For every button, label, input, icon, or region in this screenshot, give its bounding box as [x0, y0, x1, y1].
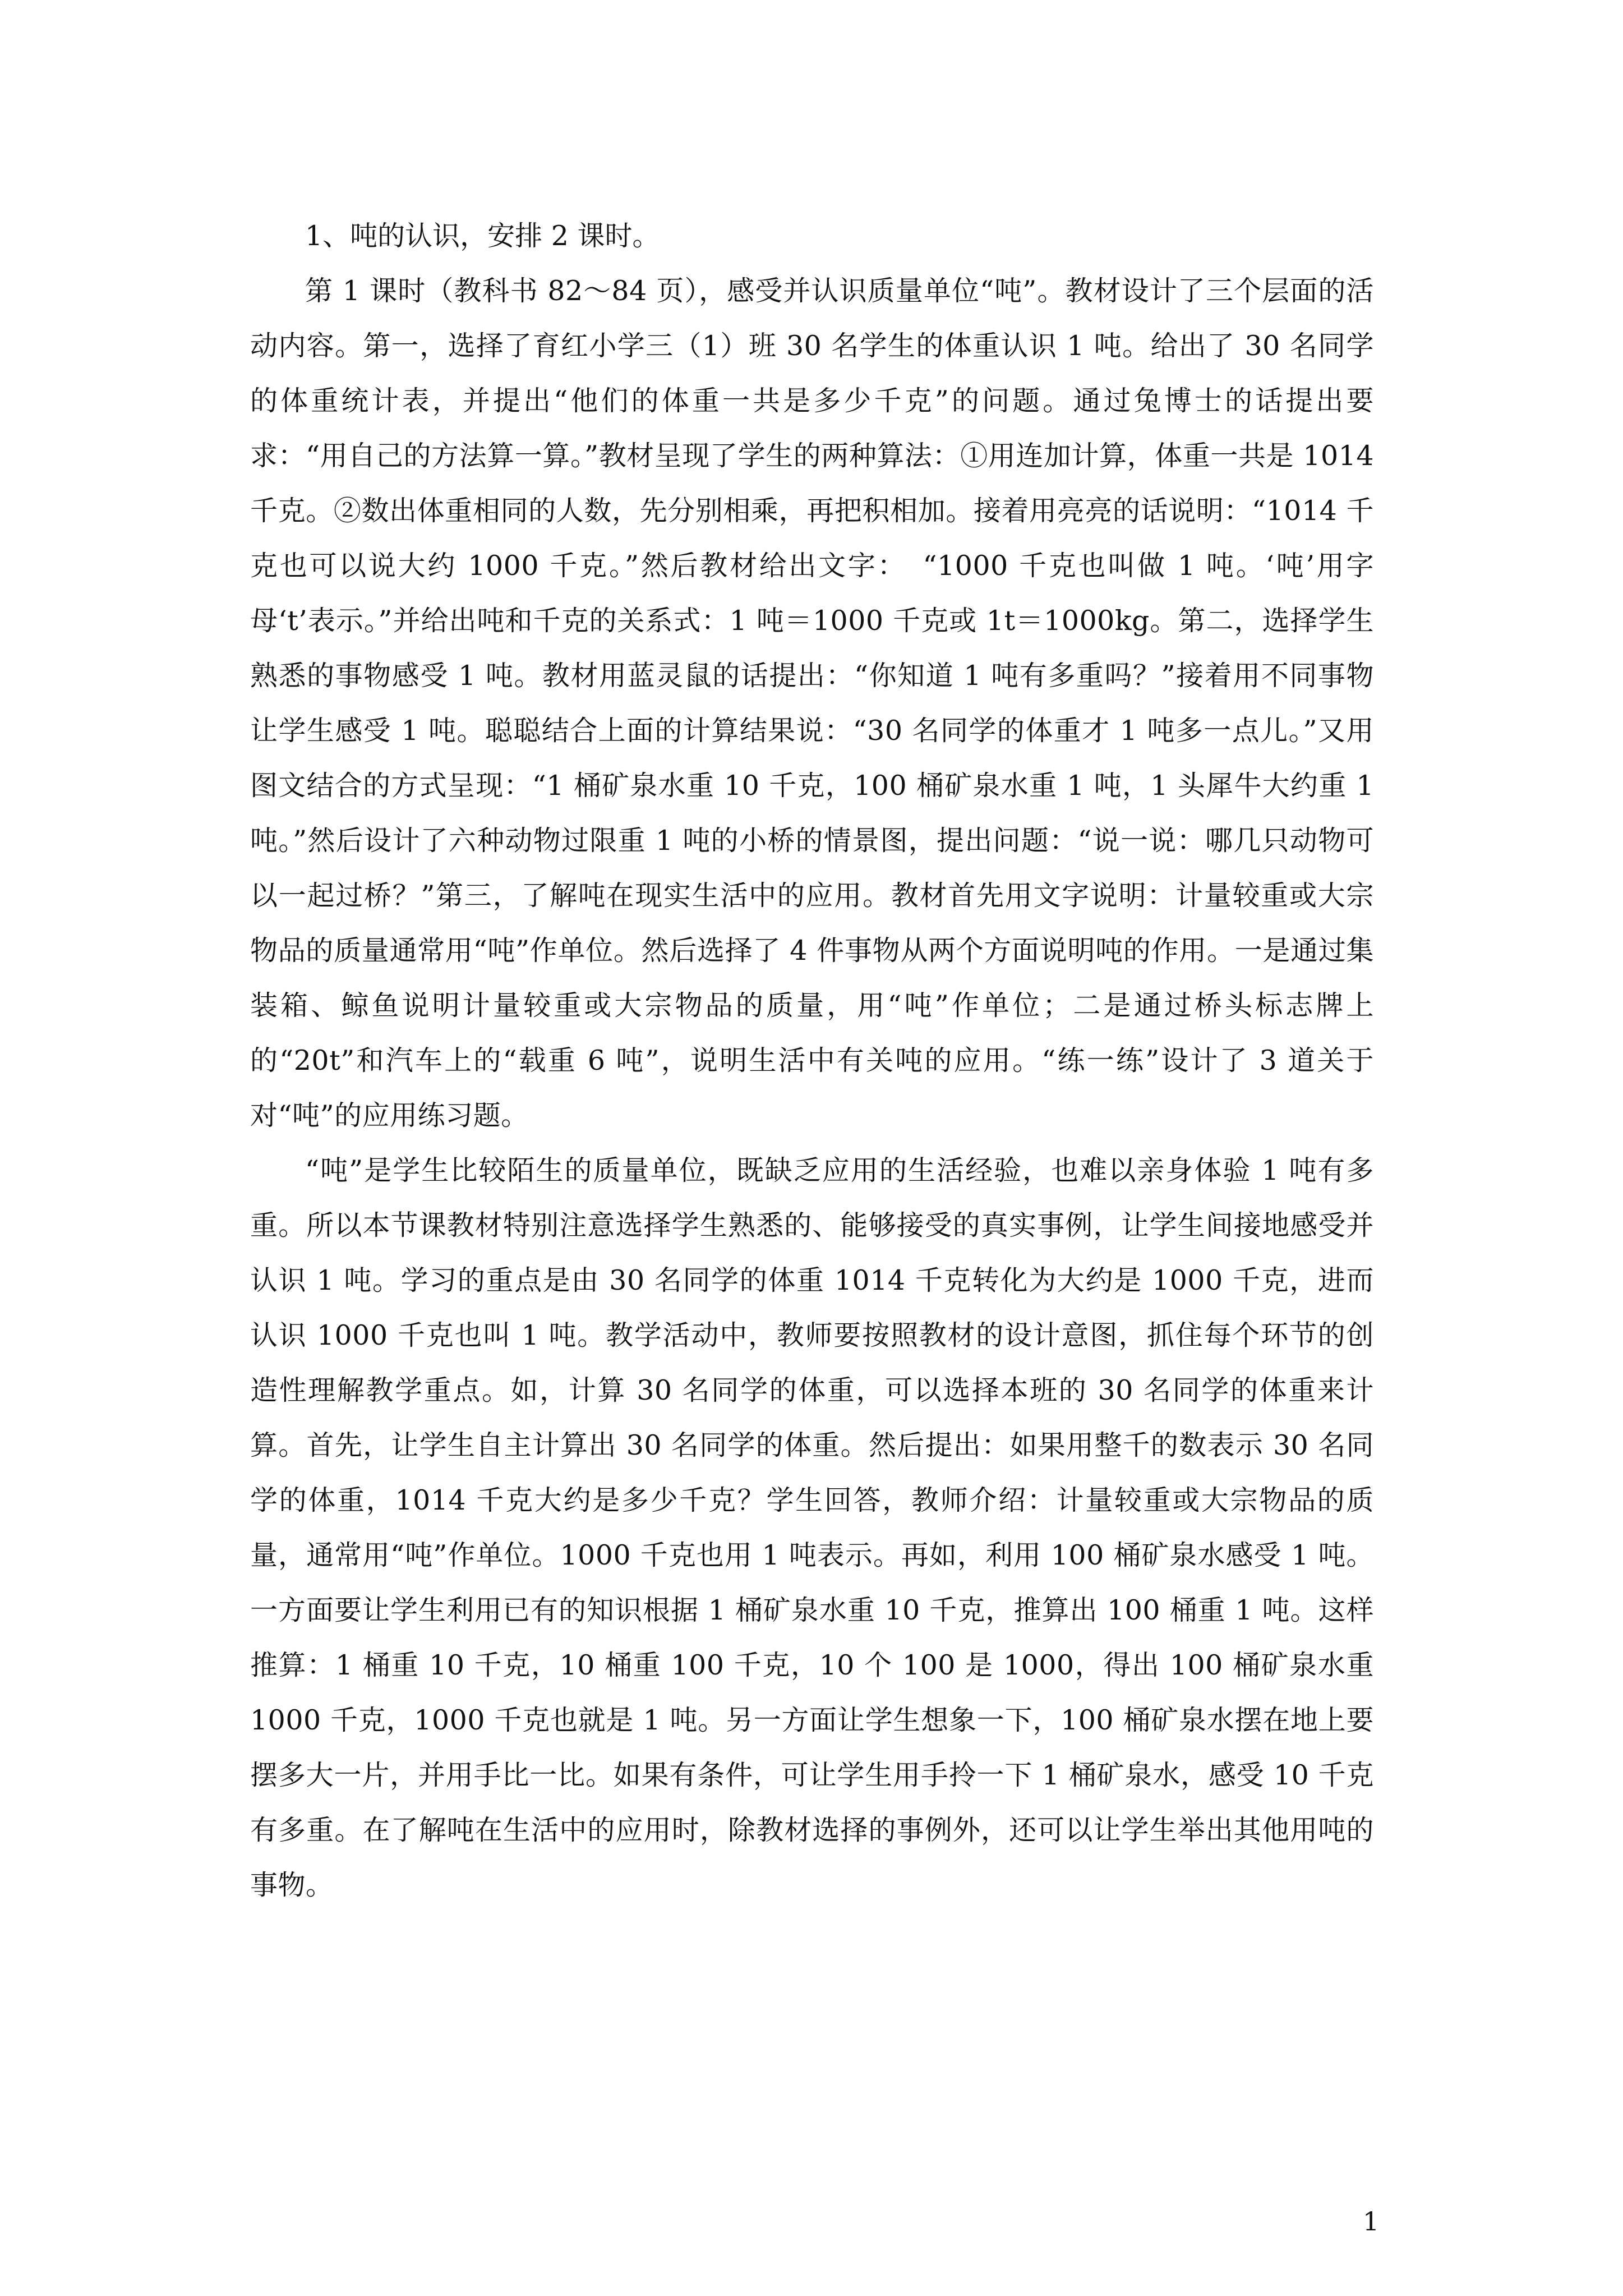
- section-heading: 1、吨的认识，安排 2 课时。: [305, 220, 660, 252]
- paragraph-teaching-advice: “吨”是学生比较陌生的质量单位，既缺乏应用的生活经验，也难以亲身体验 1 吨有多重。所以本节课教材特别注意选择学生熟悉的、能够接受的真实事例，让学生间接地感受并认识 1 吨。学习的重点是由 30 名同学的体重 1014 千克转化为大约是 1000 千克，进而认识 1000 千克也叫 1 吨。教学活动中，教师要按照教材的设计意图，抓住每个环节的创造性理解教学重点。如，计算 30 名同学的体重，可以选择本班的 30 名同学的体重来计算。首先，让学生自主计算出 30 名同学的体重。然后提出：如果用整千的数表示 30 名同学的体重，1014 千克大约是多少千克？学生回答，教师介绍：计量较重或大宗物品的质量，通常用“吨”作单位。1000 千克也用 1 吨表示。再如，利用 100 桶矿泉水感受 1 吨。一方面要让学生利用已有的知识根据 1 桶矿泉水重 10 千克，推算出 100 桶重 1 吨。这样推算：1 桶重 10 千克，10 桶重 100 千克，10 个 100 是 1000，得出 100 桶矿泉水重 1000 千克，1000 千克也就是 1 吨。另一方面让学生想象一下，100 桶矿泉水摆在地上要摆多大一片，并用手比一比。如果有条件，可让学生用手拎一下 1 桶矿泉水，感受 10 千克有多重。在了解吨在生活中的应用时，除教材选择的事例外，还可以让学生举出其他用吨的事物。: [250, 1154, 1374, 1901]
- page-number: 1: [1363, 2206, 1380, 2237]
- paragraph-lesson-overview: 第 1 课时（教科书 82～84 页），感受并认识质量单位“吨”。教材设计了三个层面的活动内容。第一，选择了育红小学三（1）班 30 名学生的体重认识 1 吨。给出了 30 名同学的体重统计表，并提出“他们的体重一共是多少千克”的问题。通过兔博士的话提出要求：“用自己的方法算一算。”教材呈现了学生的两种算法：①用连加计算，体重一共是 1014 千克。②数出体重相同的人数，先分别相乘，再把积相加。接着用亮亮的话说明：“1014 千克也可以说大约 1000 千克。”然后教材给出文字： “1000 千克也叫做 1 吨。‘吨’用字母‘t’表示。”并给出吨和千克的关系式：1 吨＝1000 千克或 1t＝1000kg。第二，选择学生熟悉的事物感受 1 吨。教材用蓝灵鼠的话提出：“你知道 1 吨有多重吗？”接着用不同事物让学生感受 1 吨。聪聪结合上面的计算结果说：“30 名同学的体重才 1 吨多一点儿。”又用图文结合的方式呈现：“1 桶矿泉水重 10 千克，100 桶矿泉水重 1 吨，1 头犀牛大约重 1 吨。”然后设计了六种动物过限重 1 吨的小桥的情景图，提出问题：“说一说：哪几只动物可以一起过桥？”第三，了解吨在现实生活中的应用。教材首先用文字说明：计量较重或大宗物品的质量通常用“吨”作单位。然后选择了 4 件事物从两个方面说明吨的作用。一是通过集装箱、鲸鱼说明计量较重或大宗物品的质量，用“吨”作单位；二是通过桥头标志牌上的“20t”和汽车上的“载重 6 吨”，说明生活中有关吨的应用。“练一练”设计了 3 道关于对“吨”的应用练习题。: [250, 275, 1374, 1131]
- body-text: [250, 209, 1374, 1913]
